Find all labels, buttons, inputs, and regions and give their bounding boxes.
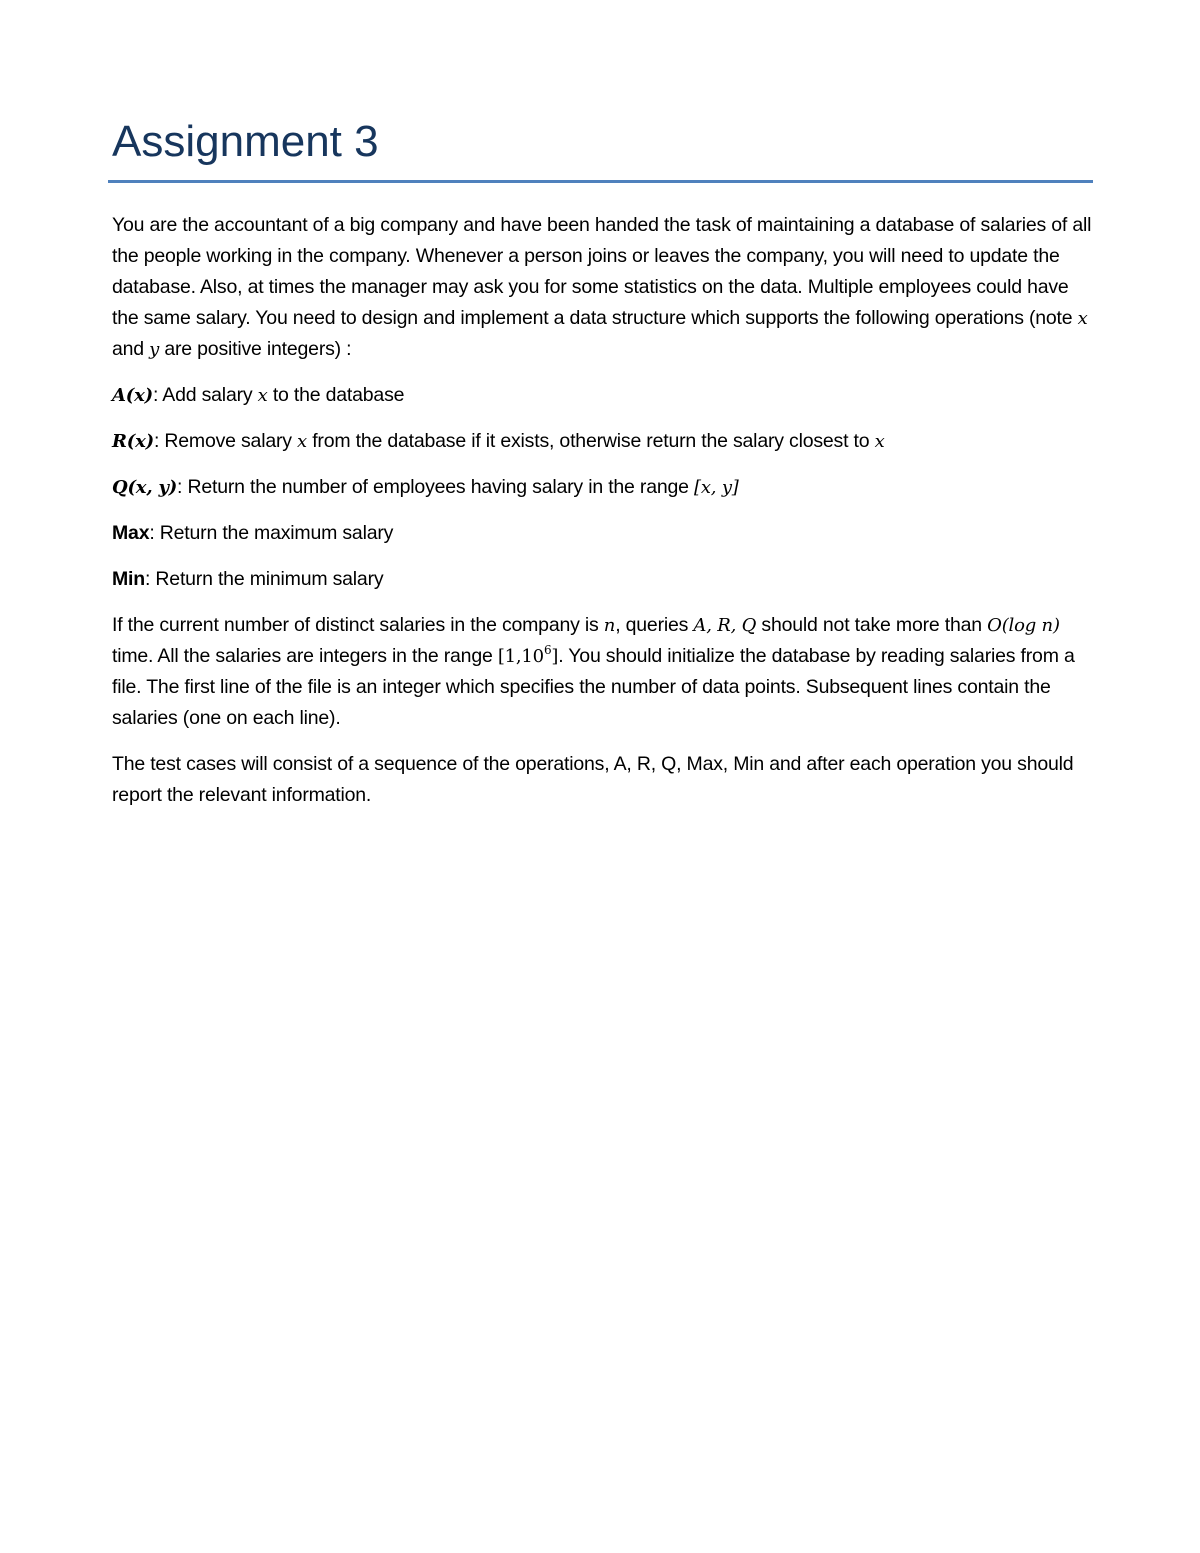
var-x: x bbox=[297, 431, 307, 452]
intro-and: and bbox=[112, 338, 150, 360]
operation-desc: : Return the maximum salary bbox=[149, 522, 394, 544]
big-o: O(log n) bbox=[987, 615, 1060, 636]
operation-name: Min bbox=[112, 568, 145, 590]
document-body bbox=[112, 210, 1092, 826]
var-n: n bbox=[603, 615, 616, 636]
operation-name: A(x) bbox=[112, 385, 153, 406]
operation-desc: : Return the number of employees having salary in the range bbox=[177, 476, 695, 498]
intro-tail: are positive integers) : bbox=[159, 338, 352, 360]
operation-remove bbox=[112, 426, 1092, 457]
operation-add bbox=[112, 380, 1092, 411]
paragraph-text: should not take more than bbox=[756, 614, 988, 636]
operation-desc: : Return the minimum salary bbox=[144, 568, 384, 590]
complexity-paragraph bbox=[112, 610, 1092, 734]
operation-min bbox=[112, 564, 1092, 595]
operation-desc: to the database bbox=[267, 384, 405, 406]
paragraph-text: If the current number of distinct salaries in the company is bbox=[112, 614, 604, 636]
intro-paragraph bbox=[112, 210, 1092, 365]
title-underline bbox=[108, 180, 1093, 183]
var-y: y bbox=[149, 339, 160, 360]
operation-desc: from the database if it exists, otherwise return the salary closest to bbox=[307, 430, 875, 452]
operation-name: Max bbox=[112, 522, 150, 544]
var-x: x bbox=[257, 385, 268, 406]
paragraph-text: . You should initialize the database by reading salaries from a file. The first line of the file is an integer which specifies the number of data points. Subsequent lines contain the salaries (one on each line). bbox=[112, 645, 1075, 729]
closing-paragraph: The test cases will consist of a sequence of the operations, A, R, Q, Max, Min and after each operation you should report the relevant information. bbox=[112, 753, 1074, 806]
paragraph-text: time. All the salaries are integers in the range bbox=[112, 645, 498, 667]
range-exponent: 6 bbox=[543, 643, 552, 657]
var-x: x bbox=[874, 431, 885, 452]
range-xy: [x, y] bbox=[694, 477, 739, 498]
range-open: [1,10 bbox=[497, 646, 544, 667]
operation-desc: : Remove salary bbox=[153, 430, 298, 452]
operation-max bbox=[112, 518, 1092, 549]
paragraph-text: , queries bbox=[615, 614, 694, 636]
operation-desc: : Add salary bbox=[152, 384, 258, 406]
salary-range bbox=[497, 643, 559, 667]
operation-name: R(x) bbox=[112, 431, 154, 452]
intro-text: You are the accountant of a big company and have been handed the task of maintaining a database of salaries of all the people working in the company. Whenever a person joins or leaves the company, you will need to update the database. Also, at times the manager may ask you for some statistics on the data. Multiple employees could have the same salary. You need to design and implement a data structure which supports the following operations (note bbox=[112, 214, 1092, 329]
operation-query bbox=[112, 472, 1092, 503]
var-x: x bbox=[1077, 308, 1088, 329]
page-title: Assignment 3 bbox=[112, 117, 379, 166]
operation-name: Q(x, y) bbox=[112, 477, 178, 498]
query-names: A, R, Q bbox=[693, 615, 757, 636]
range-close: ] bbox=[551, 646, 559, 667]
